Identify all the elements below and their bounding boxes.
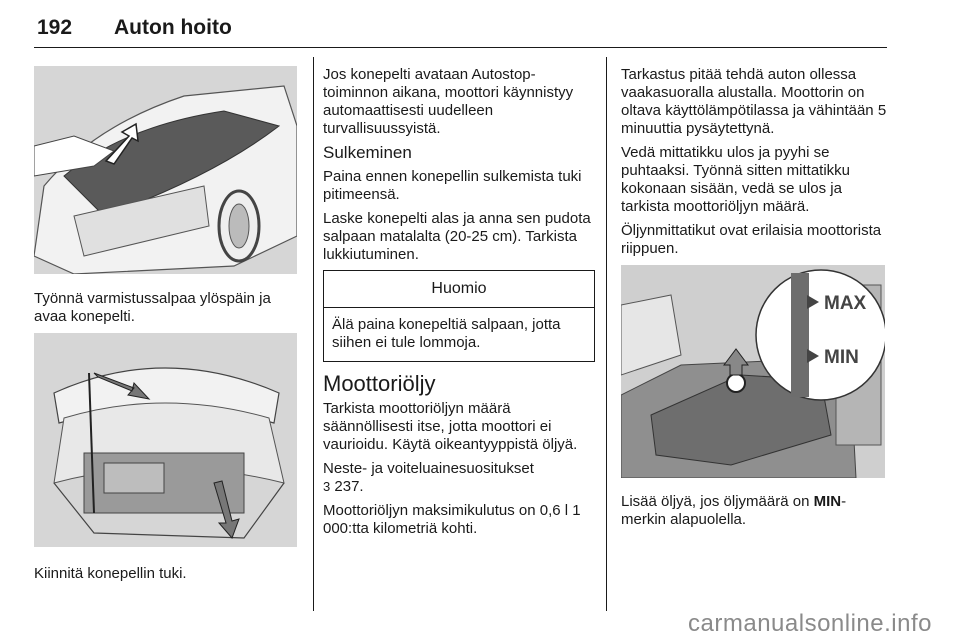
dipstick-caption: Lisää öljyä, jos öljymäärä on MIN-merkin alapuolella. [621, 493, 847, 528]
oil-paragraph-2 [323, 460, 595, 496]
column-divider-right [606, 57, 607, 611]
note-body: Älä paina konepeltiä salpaan, jotta siihen ei tule lommoja. [332, 316, 561, 351]
hood-support-illustration [34, 333, 297, 547]
dipstick-max-label: MAX [824, 293, 867, 314]
dipstick-min-label: MIN [824, 347, 859, 368]
caption-hood-support: Kiinnitä konepellin tuki. [34, 565, 187, 582]
figure-dipstick [621, 265, 885, 478]
figure-open-hood [34, 66, 297, 274]
caption-open-hood: Työnnä varmistussalpaa ylöspäin ja avaa konepelti. [34, 290, 271, 325]
note-title: Huomio [324, 271, 594, 308]
check-paragraph-1: Tarkastus pitää tehdä auton ollessa vaakasuoralla alustalla. Moottorin on oltava käyttölämpötilassa ja vähintään 5 minuuttia pysäytettynä. [621, 66, 887, 137]
oil-paragraph-1: Tarkista moottoriöljyn määrä säännöllisesti itse, jotta moottori ei vaurioidu. Käytä oikeantyyppistä öljyä. [323, 400, 578, 453]
oil-paragraph-3: Moottoriöljyn maksimikulutus on 0,6 l 1 000:tta kilometriä kohti. [323, 502, 581, 537]
closing-paragraph-2: Laske konepelti alas ja anna sen pudota salpaan matalalta (20-25 cm). Tarkista lukkiutuminen. [323, 210, 591, 263]
car-hood-illustration [34, 66, 297, 274]
recommendations-label: Neste- ja voiteluainesuositukset [323, 460, 534, 477]
check-paragraph-3: Öljynmittatikut ovat erilaisia moottorista riippuen. [621, 222, 882, 257]
check-paragraph-2: Vedä mittatikku ulos ja pyyhi se puhtaaksi. Työnnä sitten mittatikku kokonaan sisään, vedä se ulos ja tarkista moottoriöljyn määrä. [621, 144, 851, 215]
header-rule [34, 47, 887, 48]
column-divider-left [313, 57, 314, 611]
closing-paragraph-1: Paina ennen konepellin sulkemista tuki pitimeensä. [323, 168, 582, 203]
page-reference-icon: 3 [323, 479, 331, 494]
page-reference-link[interactable]: 237. [334, 478, 364, 495]
min-emphasis: MIN [813, 493, 842, 510]
engine-oil-heading: Moottoriöljy [323, 371, 436, 396]
autostop-paragraph: Jos konepelti avataan Autostop-toiminnon aikana, moottori käynnistyy automaattisesti uudelleen turvallisuussyistä. [323, 66, 574, 137]
note-box [323, 270, 595, 362]
section-title: Auton hoito [114, 16, 232, 39]
figure-hood-support [34, 333, 297, 547]
closing-heading: Sulkeminen [323, 143, 412, 162]
dipstick-illustration [621, 265, 885, 478]
watermark: carmanualsonline.info [688, 610, 932, 637]
page-number: 192 [37, 16, 73, 39]
